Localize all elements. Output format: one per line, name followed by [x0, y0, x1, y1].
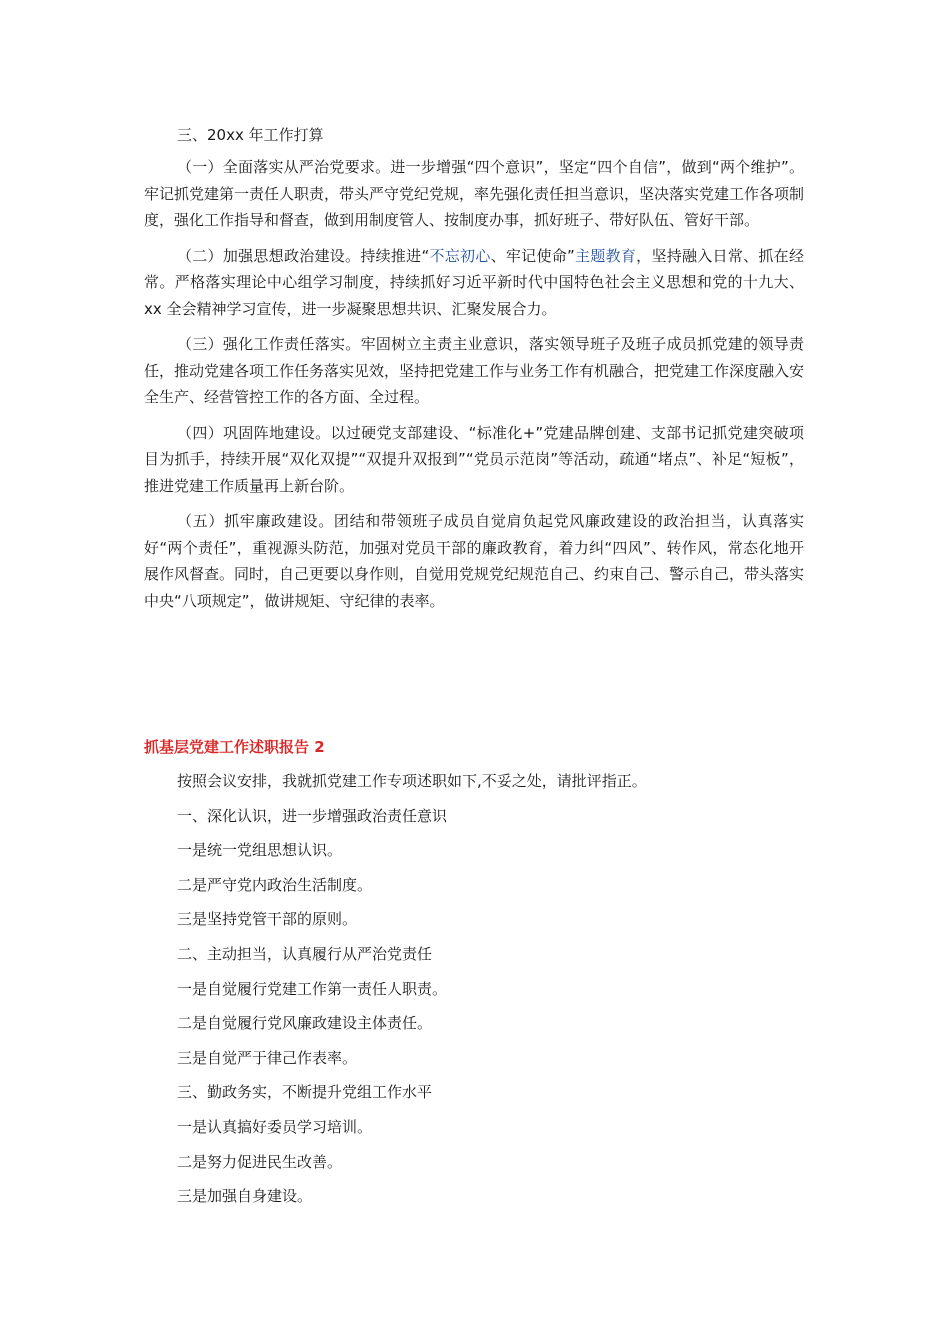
report-title: 抓基层党建工作述职报告 2 — [144, 738, 325, 756]
report-line: 三是自觉严于律己作表率。 — [177, 1048, 358, 1067]
report-line: 三是坚持党管干部的原则。 — [177, 910, 358, 929]
paragraph-5: （五）抓牢廉政建设。团结和带领班子成员自觉肩负起党风廉政建设的政治担当，认真落实好“两个责任”，重视源头防范，加强对党员干部的廉政教育，着力纠“四风”、转作风，常态化地开展作风督查。同时，自己更要以身作则，自觉用党规党纪规范自己、约束自己、警示自己，带头落实中央“八项规定”，做讲规矩、守纪律的表率。 — [144, 512, 805, 610]
report-line: 一是统一党组思想认识。 — [177, 841, 343, 860]
report-line: 一是认真搞好委员学习培训。 — [177, 1117, 373, 1136]
report-line: 一、深化认识，进一步增强政治责任意识 — [177, 806, 448, 825]
report-line: 二、主动担当，认真履行从严治党责任 — [177, 944, 433, 963]
paragraph-2-text-after: ，坚持融入日常、抓在经常。严格落实理论中心组学习制度，持续抓好习近平新时代中国特色社会主义思想和党的十九大、xx 全会精神学习宣传，进一步凝聚思想共识、汇聚发展合力。 — [144, 246, 804, 318]
report-line: 三、勤政务实，不断提升党组工作水平 — [177, 1083, 433, 1102]
report-line: 二是努力促进民生改善。 — [177, 1152, 343, 1171]
report-line: 按照会议安排，我就抓党建工作专项述职如下,不妥之处，请批评指正。 — [177, 772, 647, 790]
paragraph-3: （三）强化工作责任落实。牢固树立主责主业意识，落实领导班子及班子成员抓党建的领导责任，推动党建各项工作任务落实见效，坚持把党建工作与业务工作有机融合，把党建工作深度融入安全生产、经营管控工作的各方面、全过程。 — [144, 335, 805, 406]
report-line: 一是自觉履行党建工作第一责任人职责。 — [177, 979, 448, 998]
paragraph-2 — [144, 243, 804, 323]
link-buwang-chuxin[interactable]: 不忘初心 — [429, 246, 491, 265]
link-zhuti-jiaoyu[interactable]: 主题教育 — [574, 246, 637, 265]
report-line: 三是加强自身建设。 — [177, 1187, 313, 1206]
paragraph-2-text-middle: 、牢记使命” — [490, 246, 575, 265]
section-heading: 三、20xx 年工作打算 — [177, 126, 324, 144]
paragraph-1: （一）全面落实从严治党要求。进一步增强“四个意识”，坚定“四个自信”，做到“两个维护”。牢记抓党建第一责任人职责，带头严守党纪党规，率先强化责任担当意识，坚决落实党建工作各项制度，强化工作指导和督查，做到用制度管人、按制度办事，抓好班子、带好队伍、管好干部。 — [144, 158, 805, 229]
report-line: 二是自觉履行党风廉政建设主体责任。 — [177, 1014, 433, 1033]
paragraph-2-text-before: （二）加强思想政治建设。持续推进“ — [177, 246, 430, 265]
report-line: 二是严守党内政治生活制度。 — [177, 875, 373, 894]
work-plan-section — [144, 122, 804, 623]
paragraph-4: （四）巩固阵地建设。以过硬党支部建设、“标准化+”党建品牌创建、支部书记抓党建突破项目为抓手，持续开展“双化双提”“双提升双报到”“党员示范岗”等活动，疏通“堵点”、补足“短板”，推进党建工作质量再上新台阶。 — [144, 423, 804, 495]
report-2-section — [144, 736, 804, 1220]
